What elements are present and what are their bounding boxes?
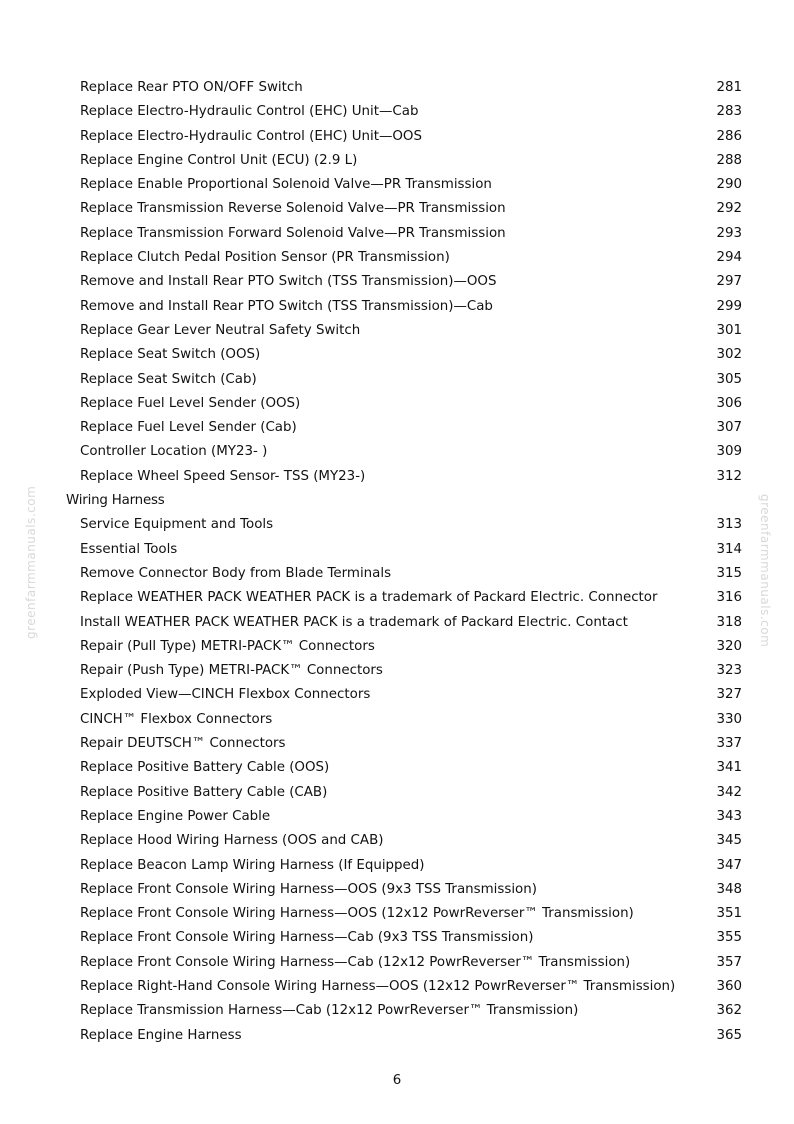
entry-page-number: 318 bbox=[716, 614, 742, 630]
toc-entry[interactable] bbox=[0, 368, 794, 392]
toc-entry[interactable] bbox=[0, 999, 794, 1023]
entry-title: Replace Front Console Wiring Harness—Cab (9x3 TSS Transmission) bbox=[80, 930, 534, 946]
entry-title: Replace Beacon Lamp Wiring Harness (If Equipped) bbox=[80, 857, 425, 873]
entry-page-number: 290 bbox=[716, 177, 742, 193]
entry-title: Repair (Push Type) METRI-PACK™ Connectors bbox=[80, 663, 383, 679]
toc-entry[interactable] bbox=[0, 343, 794, 367]
entry-page-number: 305 bbox=[716, 371, 742, 387]
section-title: Wiring Harness bbox=[66, 493, 165, 509]
toc-entry[interactable] bbox=[0, 902, 794, 926]
entry-page-number: 316 bbox=[716, 590, 742, 606]
toc-entry[interactable] bbox=[0, 975, 794, 999]
entry-title: Replace Engine Harness bbox=[80, 1027, 242, 1043]
toc-entry[interactable] bbox=[0, 829, 794, 853]
entry-page-number: 294 bbox=[716, 250, 742, 266]
entry-page-number: 283 bbox=[716, 104, 742, 120]
toc-entry[interactable] bbox=[0, 756, 794, 780]
entry-page-number: 301 bbox=[716, 322, 742, 338]
entry-title: Repair DEUTSCH™ Connectors bbox=[80, 736, 286, 752]
entry-title: Replace Electro-Hydraulic Control (EHC) Unit—OOS bbox=[80, 128, 422, 144]
entry-page-number: 327 bbox=[716, 687, 742, 703]
toc-entry[interactable] bbox=[0, 854, 794, 878]
entry-page-number: 307 bbox=[716, 420, 742, 436]
entry-page-number: 343 bbox=[716, 808, 742, 824]
toc-entry[interactable] bbox=[0, 246, 794, 270]
toc-entry[interactable] bbox=[0, 683, 794, 707]
entry-title: CINCH™ Flexbox Connectors bbox=[80, 711, 273, 727]
entry-page-number: 362 bbox=[716, 1003, 742, 1019]
entry-title: Replace Front Console Wiring Harness—OOS (12x12 PowrReverser™ Transmission) bbox=[80, 906, 634, 922]
page-number: 6 bbox=[392, 1073, 402, 1088]
entry-page-number: 312 bbox=[716, 468, 742, 484]
entry-title: Service Equipment and Tools bbox=[80, 517, 274, 533]
toc-entry[interactable] bbox=[0, 173, 794, 197]
entry-title: Remove and Install Rear PTO Switch (TSS Transmission)—Cab bbox=[80, 298, 493, 314]
toc-entry[interactable] bbox=[0, 635, 794, 659]
toc-entry[interactable] bbox=[0, 926, 794, 950]
entry-title: Remove and Install Rear PTO Switch (TSS Transmission)—OOS bbox=[80, 274, 497, 290]
toc-entry[interactable] bbox=[0, 538, 794, 562]
entry-page-number: 337 bbox=[716, 736, 742, 752]
entry-title: Replace Clutch Pedal Position Sensor (PR Transmission) bbox=[80, 250, 450, 266]
entry-page-number: 365 bbox=[716, 1027, 742, 1043]
entry-page-number: 330 bbox=[716, 711, 742, 727]
toc-entry[interactable] bbox=[0, 586, 794, 610]
entry-page-number: 360 bbox=[716, 978, 742, 994]
entry-page-number: 345 bbox=[716, 833, 742, 849]
entry-title: Exploded View—CINCH Flexbox Connectors bbox=[80, 687, 371, 703]
entry-title: Replace Transmission Reverse Solenoid Valve—PR Transmission bbox=[80, 201, 506, 217]
entry-page-number: 292 bbox=[716, 201, 742, 217]
toc-entry[interactable] bbox=[0, 125, 794, 149]
entry-page-number: 348 bbox=[716, 881, 742, 897]
entry-title: Install WEATHER PACK WEATHER PACK is a trademark of Packard Electric. Contact bbox=[80, 614, 628, 630]
entry-title: Replace Fuel Level Sender (Cab) bbox=[80, 420, 297, 436]
toc-entry[interactable] bbox=[0, 76, 794, 100]
entry-title: Replace Transmission Forward Solenoid Valve—PR Transmission bbox=[80, 225, 506, 241]
entry-title: Replace Front Console Wiring Harness—Cab (12x12 PowrReverser™ Transmission) bbox=[80, 954, 631, 970]
table-of-contents bbox=[0, 76, 794, 1048]
toc-entry[interactable] bbox=[0, 100, 794, 124]
toc-entry[interactable] bbox=[0, 1024, 794, 1048]
entry-title: Replace Wheel Speed Sensor- TSS (MY23-) bbox=[80, 468, 366, 484]
entry-page-number: 293 bbox=[716, 225, 742, 241]
entry-page-number: 288 bbox=[716, 152, 742, 168]
entry-page-number: 315 bbox=[716, 565, 742, 581]
entry-title: Controller Location (MY23- ) bbox=[80, 444, 268, 460]
entry-title: Replace Right-Hand Console Wiring Harness—OOS (12x12 PowrReverser™ Transmission) bbox=[80, 978, 676, 994]
toc-entry[interactable] bbox=[0, 465, 794, 489]
toc-entry[interactable] bbox=[0, 805, 794, 829]
toc-section-heading[interactable] bbox=[0, 489, 794, 513]
toc-entry[interactable] bbox=[0, 513, 794, 537]
entry-title: Replace Positive Battery Cable (CAB) bbox=[80, 784, 328, 800]
watermark-left: greenfarmmanuals.com bbox=[24, 485, 38, 639]
entry-page-number: 357 bbox=[716, 954, 742, 970]
entry-page-number: 286 bbox=[716, 128, 742, 144]
toc-entry[interactable] bbox=[0, 440, 794, 464]
toc-entry[interactable] bbox=[0, 562, 794, 586]
toc-entry[interactable] bbox=[0, 878, 794, 902]
entry-page-number: 302 bbox=[716, 347, 742, 363]
toc-entry[interactable] bbox=[0, 149, 794, 173]
toc-entry[interactable] bbox=[0, 732, 794, 756]
entry-page-number: 314 bbox=[716, 541, 742, 557]
entry-title: Replace Engine Control Unit (ECU) (2.9 L) bbox=[80, 152, 358, 168]
entry-title: Replace Engine Power Cable bbox=[80, 808, 271, 824]
entry-title: Replace Hood Wiring Harness (OOS and CAB) bbox=[80, 833, 384, 849]
entry-title: Remove Connector Body from Blade Terminals bbox=[80, 565, 392, 581]
entry-title: Replace Seat Switch (Cab) bbox=[80, 371, 257, 387]
toc-entry[interactable] bbox=[0, 197, 794, 221]
entry-page-number: 281 bbox=[716, 80, 742, 95]
entry-title: Replace Front Console Wiring Harness—OOS (9x3 TSS Transmission) bbox=[80, 881, 537, 897]
toc-entry[interactable] bbox=[0, 951, 794, 975]
entry-title: Replace Fuel Level Sender (OOS) bbox=[80, 395, 301, 411]
entry-page-number: 323 bbox=[716, 663, 742, 679]
toc-entry[interactable] bbox=[0, 416, 794, 440]
toc-entry[interactable] bbox=[0, 222, 794, 246]
toc-entry[interactable] bbox=[0, 392, 794, 416]
entry-page-number: 306 bbox=[716, 395, 742, 411]
toc-entry[interactable] bbox=[0, 659, 794, 683]
toc-entry[interactable] bbox=[0, 319, 794, 343]
watermark-right: greenfarmmanuals.com bbox=[758, 494, 772, 648]
entry-page-number: 299 bbox=[716, 298, 742, 314]
entry-page-number: 313 bbox=[716, 517, 742, 533]
entry-title: Essential Tools bbox=[80, 541, 178, 557]
entry-page-number: 309 bbox=[716, 444, 742, 460]
entry-page-number: 341 bbox=[716, 760, 742, 776]
entry-title: Replace WEATHER PACK WEATHER PACK is a trademark of Packard Electric. Connector bbox=[80, 590, 658, 606]
toc-entry[interactable] bbox=[0, 611, 794, 635]
entry-page-number: 320 bbox=[716, 638, 742, 654]
entry-title: Replace Gear Lever Neutral Safety Switch bbox=[80, 322, 361, 338]
entry-title: Replace Enable Proportional Solenoid Valve—PR Transmission bbox=[80, 177, 492, 193]
toc-entry[interactable] bbox=[0, 270, 794, 294]
entry-page-number: 347 bbox=[716, 857, 742, 873]
entry-title: Repair (Pull Type) METRI-PACK™ Connectors bbox=[80, 638, 375, 654]
entry-title: Replace Transmission Harness—Cab (12x12 PowrReverser™ Transmission) bbox=[80, 1003, 579, 1019]
entry-page-number: 355 bbox=[716, 930, 742, 946]
entry-page-number: 297 bbox=[716, 274, 742, 290]
toc-entry[interactable] bbox=[0, 295, 794, 319]
entry-title: Replace Seat Switch (OOS) bbox=[80, 347, 261, 363]
toc-entry[interactable] bbox=[0, 708, 794, 732]
toc-entry[interactable] bbox=[0, 781, 794, 805]
entry-title: Replace Rear PTO ON/OFF Switch bbox=[80, 80, 303, 95]
entry-page-number: 351 bbox=[716, 906, 742, 922]
entry-title: Replace Electro-Hydraulic Control (EHC) Unit—Cab bbox=[80, 104, 419, 120]
entry-title: Replace Positive Battery Cable (OOS) bbox=[80, 760, 330, 776]
entry-page-number: 342 bbox=[716, 784, 742, 800]
